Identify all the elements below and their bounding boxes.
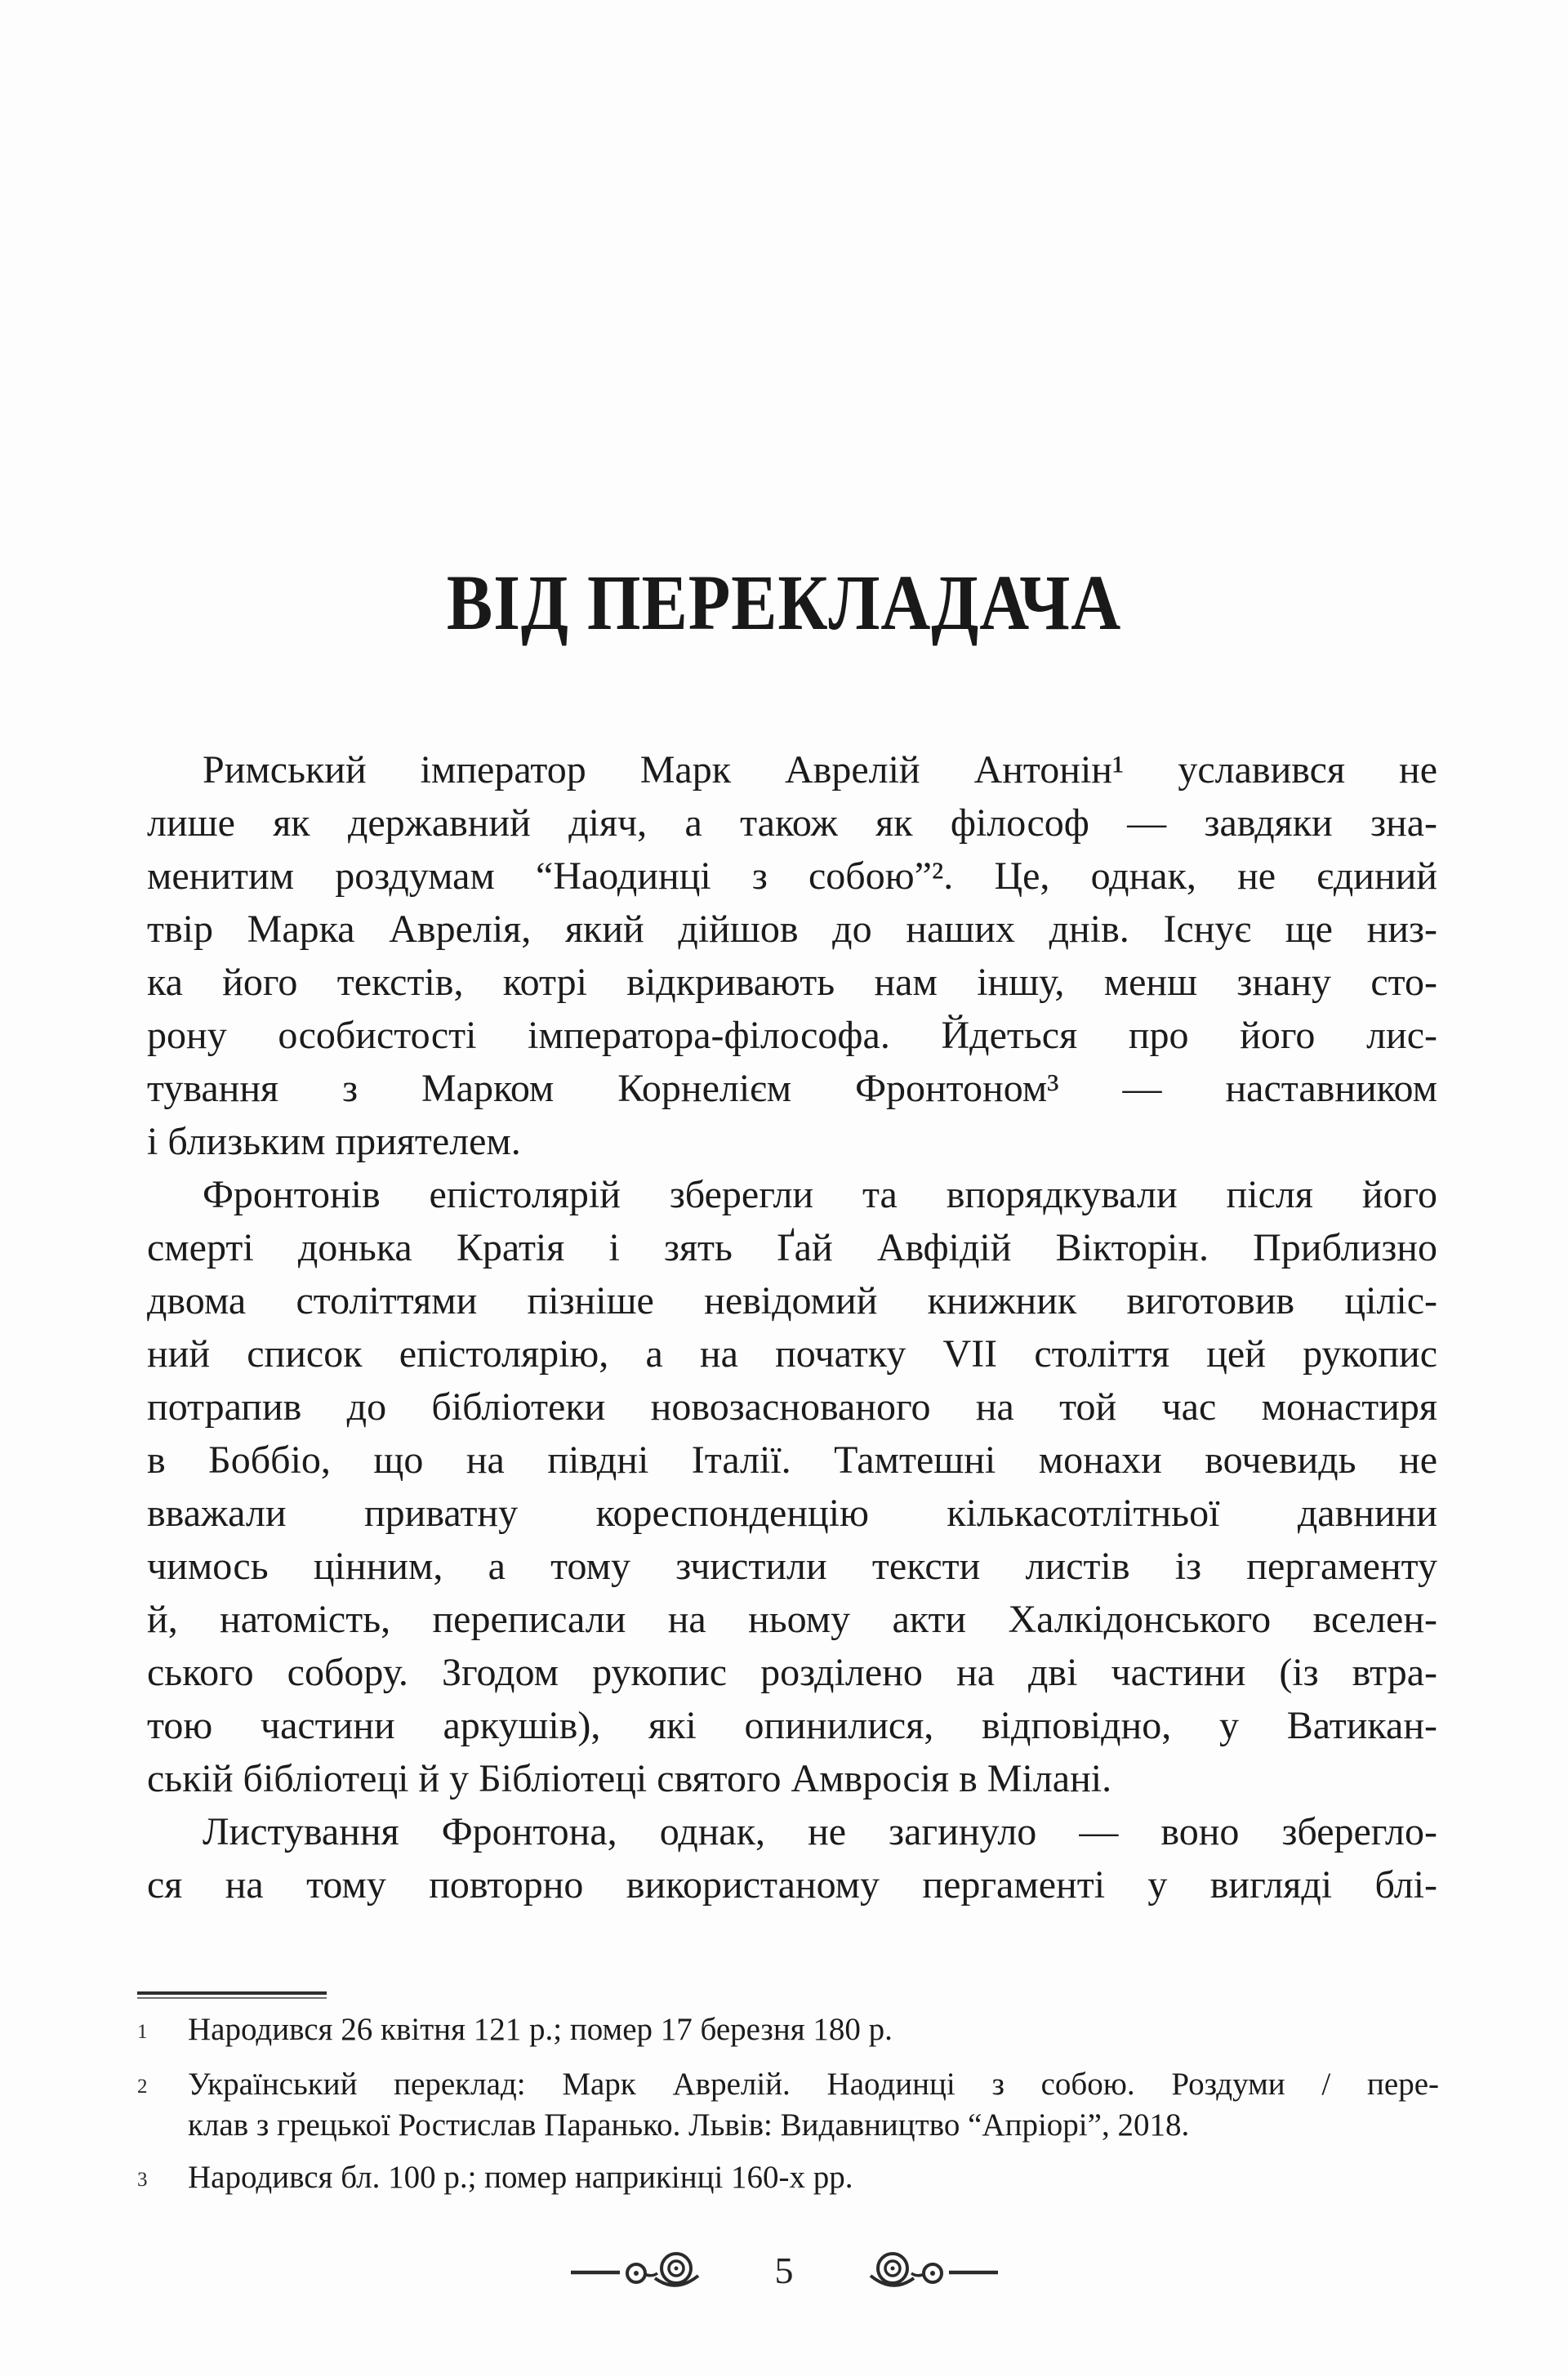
footnote-2 bbox=[137, 2064, 1439, 2146]
scroll-flourish-left-icon bbox=[569, 2246, 733, 2295]
scroll-flourish-right-icon bbox=[836, 2246, 1000, 2295]
footnote-line: клав з грецької Ростислав Паранько. Львів: Видавництво “Апріорі”, 2018. bbox=[188, 2107, 1190, 2143]
body-line: Листування Фронтона, однак, не загинуло — воно зберегло- bbox=[203, 1810, 1437, 1853]
footnote-line: Народився 26 квітня 121 р.; помер 17 березня 180 р. bbox=[188, 2012, 893, 2047]
body-line: тою частини аркушів), які опинилися, відповідно, у Ватикан- bbox=[147, 1704, 1437, 1747]
footnote-line: Український переклад: Марк Аврелій. Наодинці з собою. Роздуми / пере- bbox=[188, 2067, 1439, 2102]
page-footer bbox=[0, 2246, 1568, 2295]
footnotes bbox=[137, 2009, 1439, 2212]
footnote-1 bbox=[137, 2009, 1439, 2053]
body-line: й, натомість, переписали на ньому акти Халкідонського вселен- bbox=[147, 1598, 1437, 1641]
footnote-3 bbox=[137, 2157, 1439, 2201]
body-line: вважали приватну кореспонденцію кількасотлітньої давнини bbox=[147, 1492, 1437, 1535]
body-line: твір Марка Аврелія, який дійшов до наших днів. Існує ще низ- bbox=[147, 908, 1437, 951]
body-line: і близьким приятелем. bbox=[147, 1120, 521, 1163]
chapter-title: ВІД ПЕРЕКЛАДАЧА bbox=[446, 559, 1122, 646]
body-line: ській бібліотеці й у Бібліотеці святого Амвросія в Мілані. bbox=[147, 1757, 1112, 1800]
body-line: тування з Марком Корнелієм Фронтоном³ — наставником bbox=[147, 1067, 1437, 1110]
body-line: рону особистості імператора-філософа. Йдеться про його лис- bbox=[147, 1014, 1437, 1057]
body-line: лише як державний діяч, а також як філософ — завдяки зна- bbox=[147, 801, 1437, 845]
footnote-marker: 2 bbox=[137, 2076, 148, 2098]
body-line: Римський імператор Марк Аврелій Антонін¹ уславився не bbox=[203, 748, 1437, 792]
body-line: Фронтонів епістолярій зберегли та впорядкували після його bbox=[203, 1173, 1437, 1216]
body-line: менитим роздумам “Наодинці з собою”². Це, однак, не єдиний bbox=[147, 854, 1437, 898]
body-line: ний список епістолярію, а на початку VII століття цей рукопис bbox=[147, 1332, 1437, 1376]
body-line: двома століттями пізніше невідомий книжник виготовив ціліс- bbox=[147, 1279, 1437, 1322]
body-line: ка його текстів, котрі відкривають нам іншу, менш знану сто- bbox=[147, 961, 1437, 1004]
body-line: потрапив до бібліотеки новозаснованого на той час монастиря bbox=[147, 1385, 1437, 1429]
body-line: ського собору. Згодом рукопис розділено на дві частини (із втра- bbox=[147, 1651, 1437, 1694]
page-number: 5 bbox=[774, 2250, 794, 2291]
body-text bbox=[147, 743, 1437, 1911]
footnote-marker: 3 bbox=[137, 2169, 148, 2191]
footnote-marker: 1 bbox=[137, 2021, 148, 2043]
body-line: чимось цінним, а тому зчистили тексти листів із пергаменту bbox=[147, 1545, 1437, 1588]
body-line: смерті донька Кратія і зять Ґай Авфідій Вікторін. Приблизно bbox=[147, 1226, 1437, 1269]
body-line: ся на тому повторно використаному пергаменті у вигляді блі- bbox=[147, 1863, 1437, 1907]
footnote-separator bbox=[137, 1991, 327, 1999]
body-line: в Боббіо, що на півдні Італії. Тамтешні монахи вочевидь не bbox=[147, 1438, 1437, 1482]
footnote-line: Народився бл. 100 р.; помер наприкінці 160-х рр. bbox=[188, 2160, 853, 2195]
